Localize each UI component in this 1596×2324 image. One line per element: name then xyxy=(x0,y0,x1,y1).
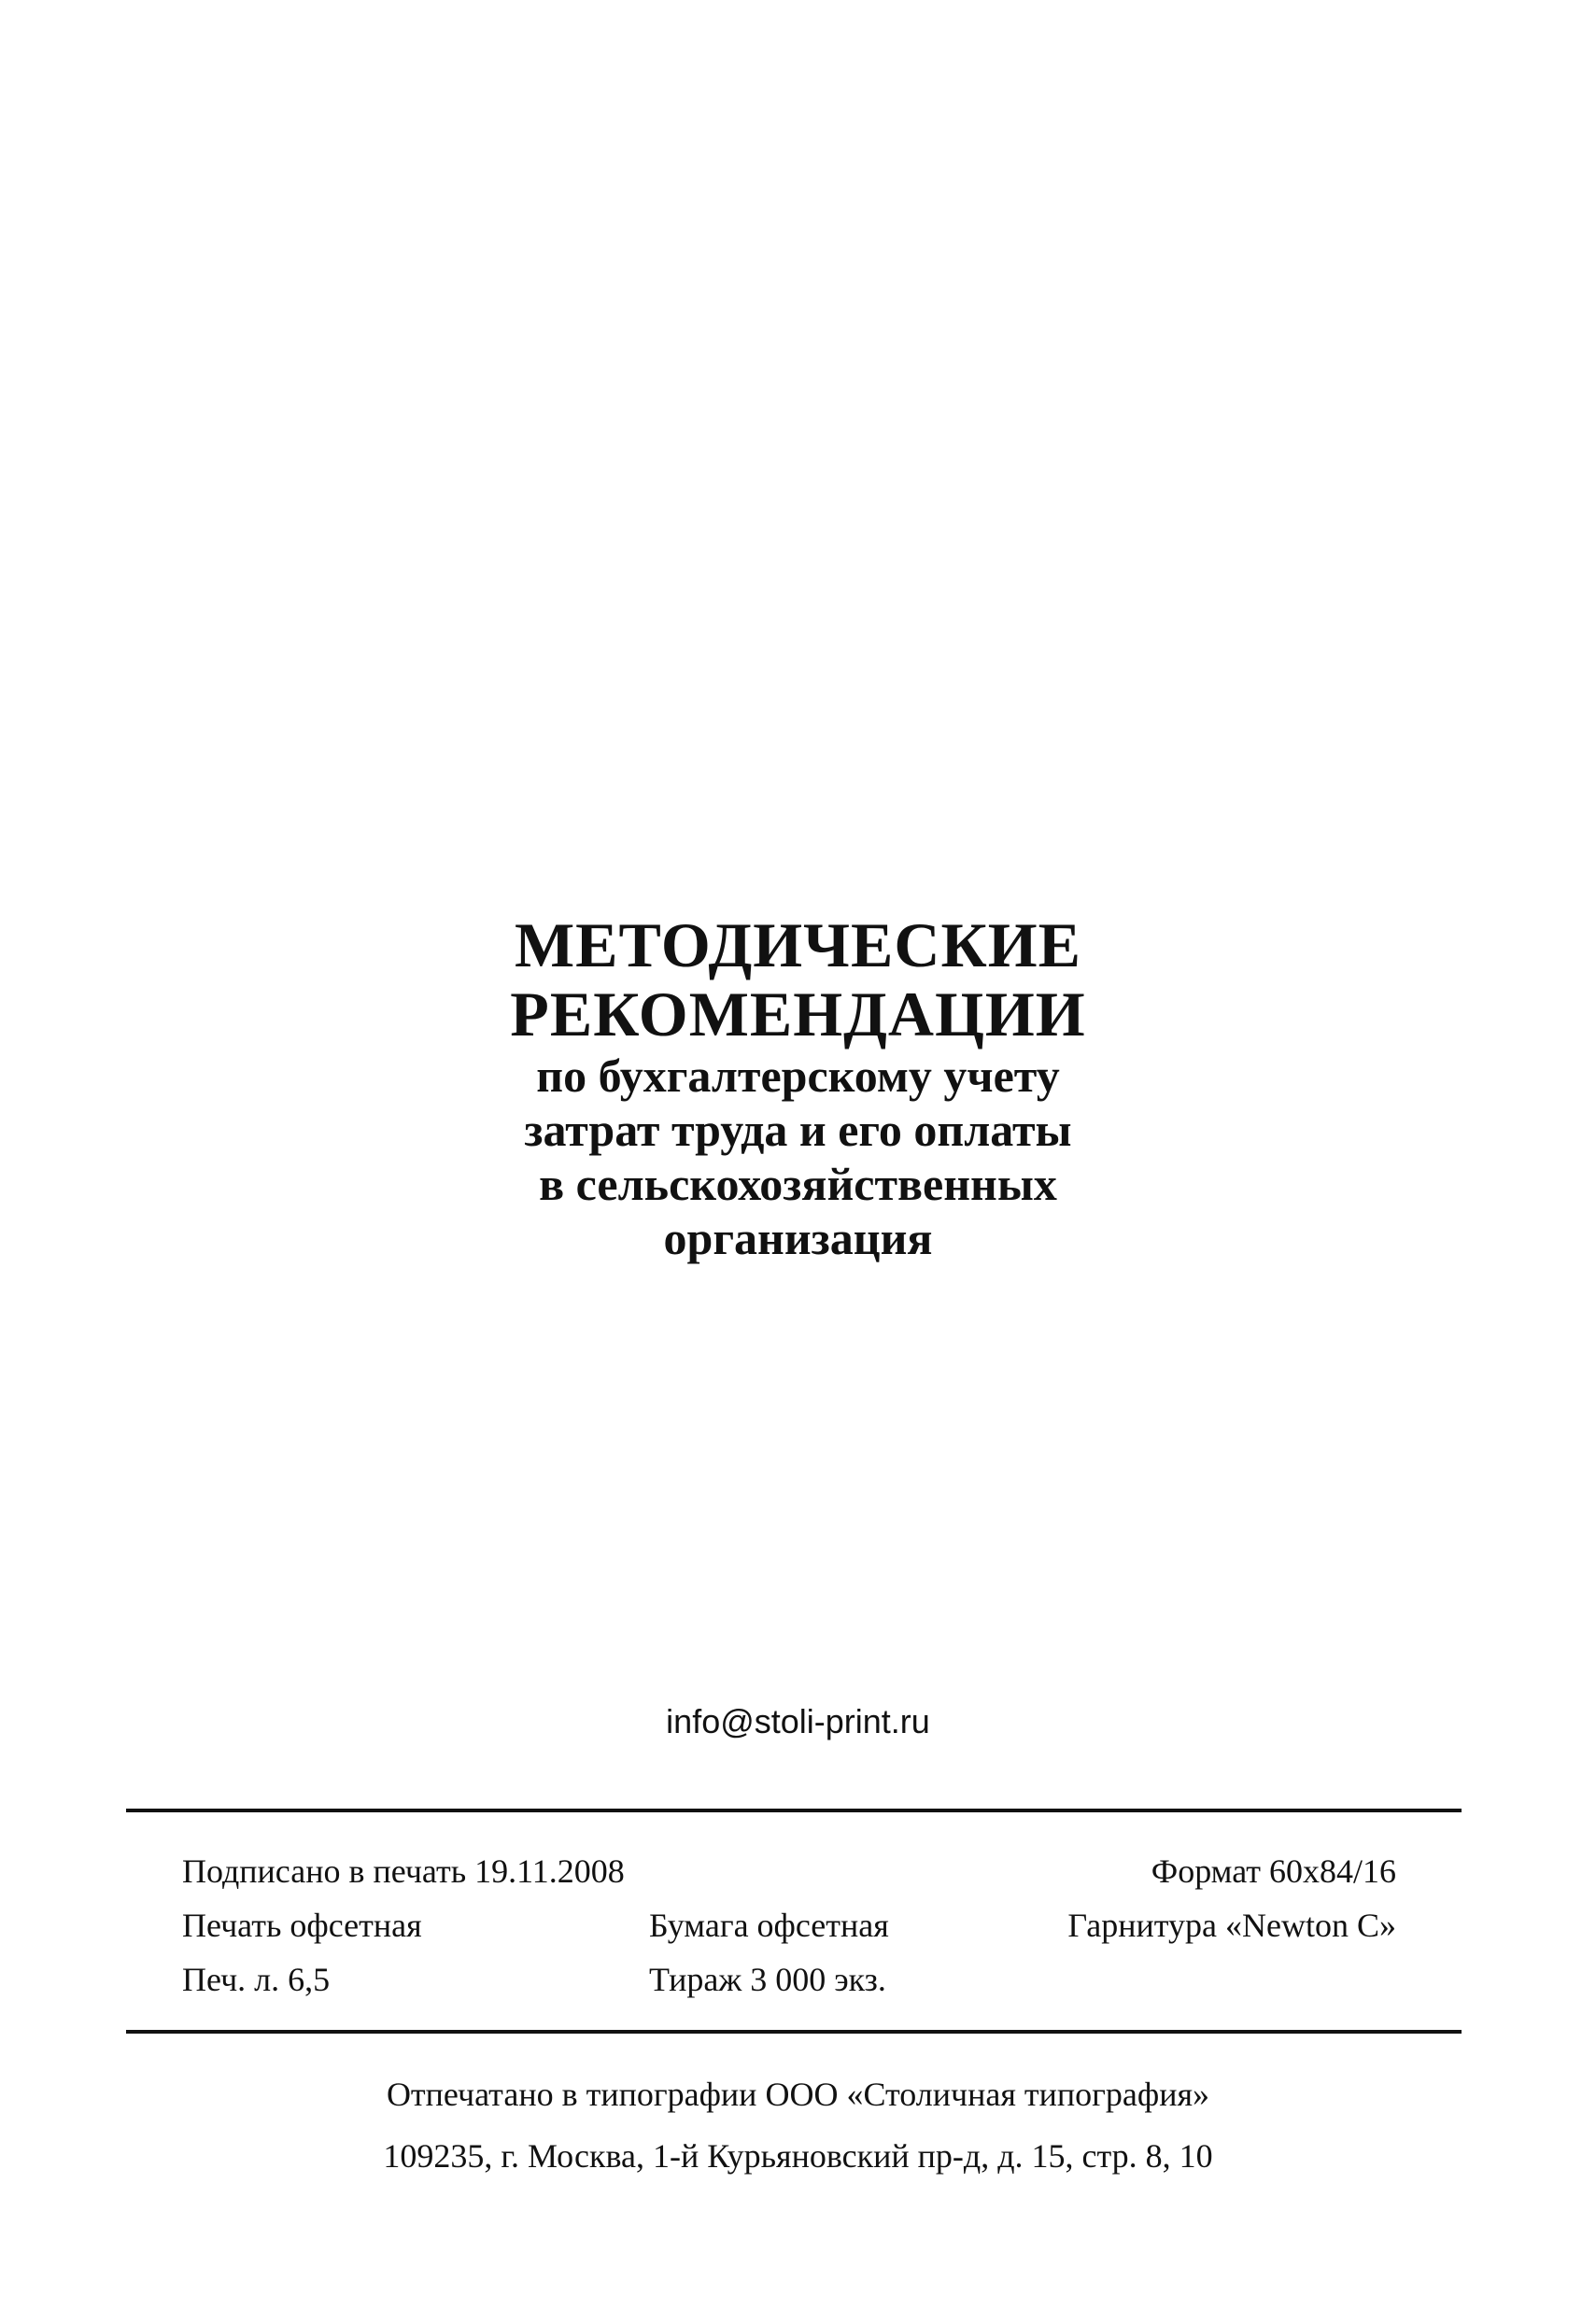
print-run: Тираж 3 000 экз. xyxy=(649,1961,886,1998)
print-type: Печать офсетная xyxy=(182,1907,422,1944)
subtitle-line-4: организация xyxy=(663,1212,933,1264)
imprint-row-3 xyxy=(182,1952,1396,2007)
title-line-1: МЕТОДИЧЕСКИЕ xyxy=(514,909,1082,980)
divider-bottom xyxy=(126,2030,1462,2034)
subtitle-line-3: в сельскохозяйственных xyxy=(539,1158,1057,1210)
printed-sheets: Печ. л. 6,5 xyxy=(182,1961,331,1998)
contact-email: info@stoli-print.ru xyxy=(666,1702,930,1740)
format: Формат 60х84/16 xyxy=(1151,1852,1396,1890)
imprint-block xyxy=(182,1844,1396,2007)
subtitle-line-1: по бухгалтерскому учету xyxy=(536,1049,1060,1102)
paper-type: Бумага офсетная xyxy=(649,1907,889,1944)
typeface: Гарнитура «Newton С» xyxy=(1067,1907,1396,1944)
imprint-row-2 xyxy=(182,1898,1396,1952)
printer-address: 109235, г. Москва, 1-й Курьяновский пр-д, д. 15, стр. 8, 10 xyxy=(383,2137,1213,2175)
imprint-row-1 xyxy=(182,1844,1396,1898)
title-line-2: РЕКОМЕНДАЦИИ xyxy=(510,979,1086,1049)
signed-to-print: Подписано в печать 19.11.2008 xyxy=(182,1852,625,1890)
divider-top xyxy=(126,1809,1462,1812)
title-block xyxy=(0,910,1596,1265)
printer-info xyxy=(0,2063,1596,2187)
printer-name: Отпечатано в типографии ООО «Столичная типография» xyxy=(386,2076,1210,2113)
subtitle-line-2: затрат труда и его оплаты xyxy=(524,1104,1072,1156)
